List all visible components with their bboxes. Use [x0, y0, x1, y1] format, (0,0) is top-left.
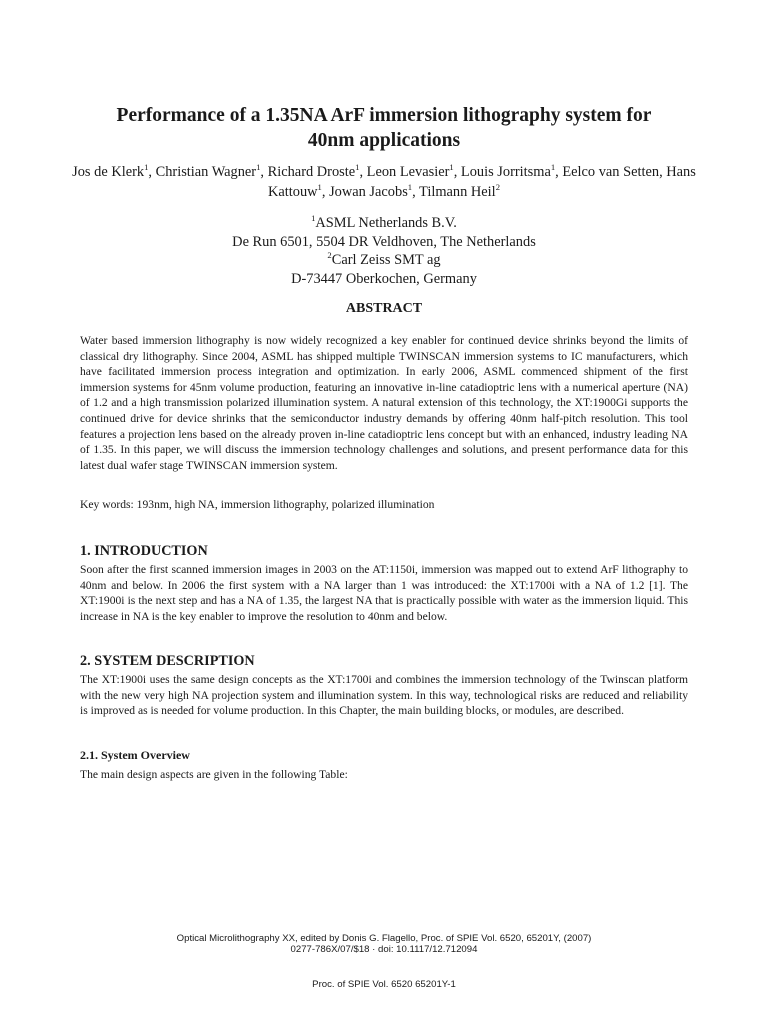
subsection-2-1-text: The main design aspects are given in the following Table:: [80, 768, 348, 781]
keywords: Key words: 193nm, high NA, immersion lithography, polarized illumination: [80, 498, 435, 511]
title-line-2: 40nm applications: [307, 130, 461, 151]
author-name: Jowan Jacobs: [329, 184, 408, 200]
author-name: Jos de Klerk: [72, 164, 145, 180]
affiliation-label: Carl Zeiss SMT ag: [331, 252, 441, 268]
author-affiliation-mark: 1: [256, 162, 261, 173]
footer-citation: Optical Microlithography XX, edited by Donis G. Flagello, Proc. of SPIE Vol. 6520, 65201Y, (2007): [176, 933, 592, 944]
author-affiliation-mark: 1: [449, 162, 454, 173]
affiliation-label: ASML Netherlands B.V.: [315, 215, 457, 231]
author-affiliation-mark: 1: [144, 162, 149, 173]
author-name: Tilmann Heil: [419, 184, 496, 200]
footer-doi: 0277-786X/07/$18 · doi: 10.1117/12.712094: [290, 944, 478, 955]
section-2-heading: 2. SYSTEM DESCRIPTION: [80, 653, 255, 669]
section-2-text: The XT:1900i uses the same design concepts as the XT:1700i and combines the immersion technology of the Twinscan platform with the new very high NA projection system and illumination system. In this way, technological risks are reduced and reliability is improved as is needed for volume production. In this Chapter, the main building blocks, or modules, are described.: [80, 673, 688, 718]
paper-title: [60, 103, 708, 153]
abstract-text: Water based immersion lithography is now widely recognized a key enabler for continued device shrinks beyond the limits of classical dry lithography. Since 2004, ASML has shipped multiple TWINSCAN immersion systems to IC manufacturers, which have facilitated immersion process integration and optimization. In early 2006, ASML commenced shipment of the first immersion systems for 45nm volume production, featuring an innovative in-line catadioptric lens with a numerical aperture (NA) of 1.2 and a high transmission polarized illumination system. A natural extension of this technology, the XT:1900Gi supports the continued drive for device shrinks that the semiconductor industry demands by offering 40nm half-pitch resolution. This tool features a projection lens based on the already proven in-line catadioptric lens concept but with an enhanced, industry leading NA of 1.35. In this paper, we will discuss the immersion technology challenges and solutions, and present performance data for this latest dual wafer stage TWINSCAN immersion system.: [80, 334, 688, 472]
abstract-heading: ABSTRACT: [345, 301, 423, 316]
affiliation-2-name: [100, 251, 668, 270]
section-1-heading: 1. INTRODUCTION: [80, 543, 208, 559]
author-name: Christian Wagner: [155, 164, 257, 180]
author-name: Eelco van Setten: [562, 164, 660, 180]
author-affiliation-mark: 2: [495, 182, 500, 193]
title-line-1: Performance of a 1.35NA ArF immersion lithography system for: [116, 105, 652, 126]
author-affiliation-mark: 1: [407, 182, 413, 193]
author-name: Hans Kattouw: [267, 164, 696, 200]
affiliation-1-address: De Run 6501, 5504 DR Veldhoven, The Netherlands: [232, 233, 536, 250]
author-name: Richard Droste: [267, 164, 356, 180]
author-affiliation-mark: 1: [550, 162, 556, 173]
affiliations: [100, 214, 668, 288]
author-name: Leon Levasier: [366, 164, 450, 180]
affiliation-1-name: [100, 214, 668, 233]
page-footer: Proc. of SPIE Vol. 6520 65201Y-1: [312, 979, 456, 990]
publication-footer: [60, 933, 708, 955]
author-list: Jos de Klerk$^1$, Christian Wagner$^1$, Richard Droste$^1$, Leon Levasier$^1$, Louis Jorritsma$^1$, Eelco van Setten, Hans Kattouw$^1$, Jowan Jacobs$^1$, Tilmann Heil$^2$: [72, 162, 696, 200]
author-name: Louis Jorritsma: [460, 164, 551, 180]
affiliation-2-address: D-73447 Oberkochen, Germany: [291, 270, 477, 287]
affiliation-mark: 1: [311, 213, 316, 224]
subsection-2-1-heading: 2.1. System Overview: [80, 748, 190, 762]
section-1-text: Soon after the first scanned immersion images in 2003 on the AT:1150i, immersion was mapped out to extend ArF lithography to 40nm and below. In 2006 the first system with a NA larger than 1 was introduced: the XT:1700i with a NA of 1.2 [1]. The XT:1900i is the next step and has a NA of 1.35, the largest NA that is practically possible with water as the immersion liquid. This increase in NA is the key enabler to improve the resolution to 40nm and below.: [80, 563, 688, 623]
author-affiliation-mark: 1: [317, 182, 322, 193]
affiliation-mark: 2: [327, 250, 332, 261]
author-affiliation-mark: 1: [355, 162, 360, 173]
